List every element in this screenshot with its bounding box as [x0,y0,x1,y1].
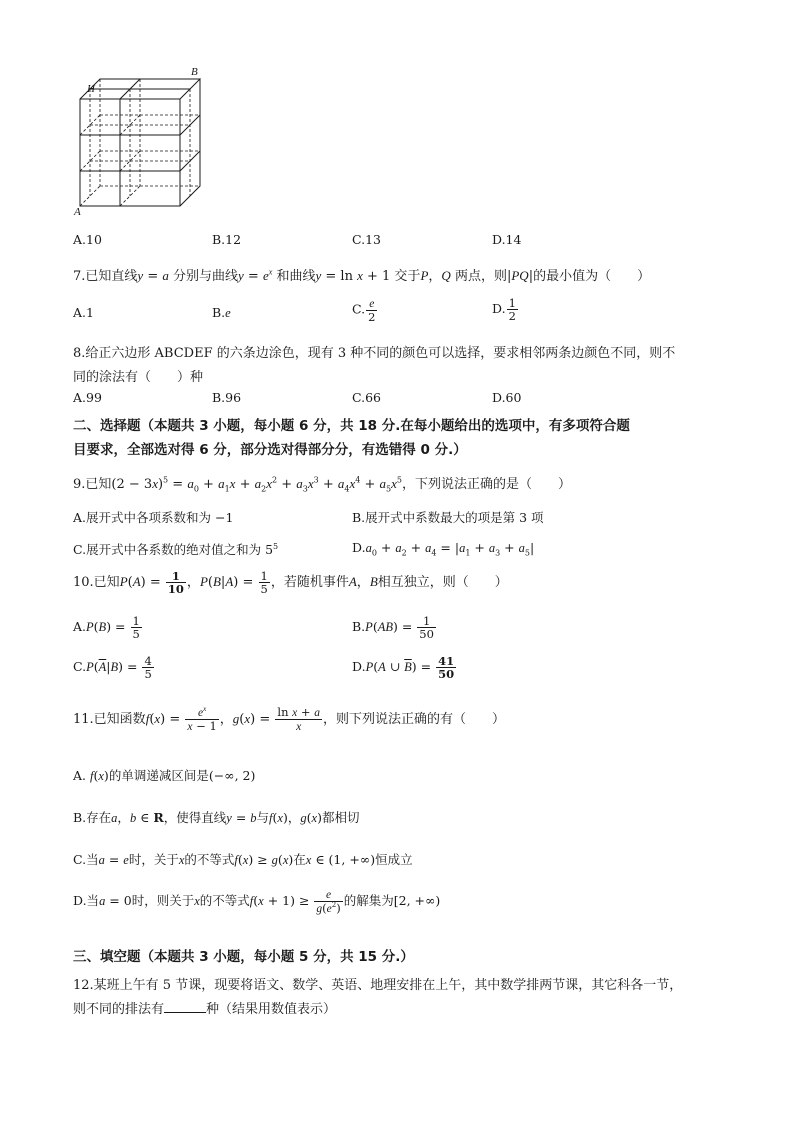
question-12-line2: 则不同的排法有 种（结果用数值表示） [73,1002,337,1017]
q11-option-b: B.存在a，b ∈ R，使得直线y = b与f(x)，g(x)都相切 [73,810,360,825]
section-2-heading-line1: 二、选择题（本题共 3 小题，每小题 6 分，共 18 分.在每小题给出的选项中，有多项符合题 [73,418,630,434]
q8-option-c: C.66 [352,390,381,405]
question-7-stem: 7.已知直线y = a 分别与曲线$y = e^x$ 和曲线y = ln x + 1 交于P，Q 两点，则|PQ|的最小值为（ ） [73,267,651,284]
question-11-stem: 11.已知函数f(x) = $\frac{e^x}{x - 1}$ ，g(x) = $\frac{\text{ln x + a}}{x}$ ，则下列说法正确的有（ ） [73,705,505,734]
q6-option-a: A.10 [73,232,102,247]
question-8-line1: 8.给正六边形 ABCDEF 的六条边涂色，现有 3 种不同的颜色可以选择，要求相邻两条边颜色不同，则不 [73,346,676,361]
q8-option-b: B.96 [212,390,242,405]
q10-option-a: A.P(B) = $\frac{1}{5}$ [73,614,140,642]
vertex-label-b: B [191,66,198,78]
q7-option-c: C. $\frac{e}{2}$ [352,298,376,325]
section-3-heading: 三、填空题（本题共 3 小题，每小题 5 分，共 15 分.） [73,949,414,965]
q6-option-d: D.14 [492,232,522,247]
vertex-label-a: A [74,206,81,218]
q9-option-b: B.展开式中系数最大的项是第 3 项 [352,510,544,525]
vertex-label-h: H [87,83,95,95]
q11-option-a: A. f(x)的单调递减区间是(−∞, 2) [73,768,256,783]
q7-option-b: B.e [212,305,231,320]
answer-blank[interactable] [164,1002,206,1013]
q9-option-a: A.展开式中各项系数和为 −1 [73,510,234,525]
q7-option-d: D. $\frac{1}{2}$ [492,296,516,324]
question-12-line1: 12.某班上午有 5 节课，现要将语文、数学、英语、地理安排在上午，其中数学排两节课，其它科各一节， [73,978,683,993]
q8-option-a: A.99 [73,390,102,405]
q6-option-b: B.12 [212,232,242,247]
q9-option-c: C.展开式中各系数的绝对值之和为 $5^5$ [73,541,279,557]
section-2-heading-line2: 目要求，全部选对得 6 分，部分选对得部分分，有选错得 0 分.） [73,442,467,458]
question-10-stem: 10.已知P(A) = $\frac{1}{10}$ ，P(B|A) = $\frac{1}{5}$ ，若随机事件A，B相互独立，则（ ） [73,569,508,597]
q8-option-d: D.60 [492,390,522,405]
q10-option-c: $C.P(\overline{A}|B)$ = $\frac{4}{5}$ [73,654,152,682]
q11-option-d: D.当a = 0时，则关于x的不等式f(x + 1) ≥ $\frac{e}{g(e^2)}$ 的解集为[2, +∞) [73,889,441,916]
q10-option-d: D.P(A ∪ $\overline{B}$) = $\frac{41}{50}$ [352,654,455,682]
q6-option-c: C.13 [352,232,381,247]
q11-option-c: C.当a = e时，关于x的不等式f(x) ≥ g(x)在x ∈ (1, +∞)恒成立 [73,852,413,867]
question-9-stem: 9.已知$(2 - 3x)^5 = a_0 + a_1x + a_2x^2 + a_3x^3 + a_4x^4 + a_5x^5$，下列说法正确的是（ ） [73,475,572,494]
q9-option-d: $D.a_0 + a_2 + a_4 = |a_1 + a_3 + a_5|$ [352,540,535,558]
question-8-line2: 同的涂法有（ ）种 [73,370,204,385]
q10-option-b: B.P(AB) = $\frac{1}{50}$ [352,614,434,642]
q7-option-a: A.1 [73,305,94,320]
